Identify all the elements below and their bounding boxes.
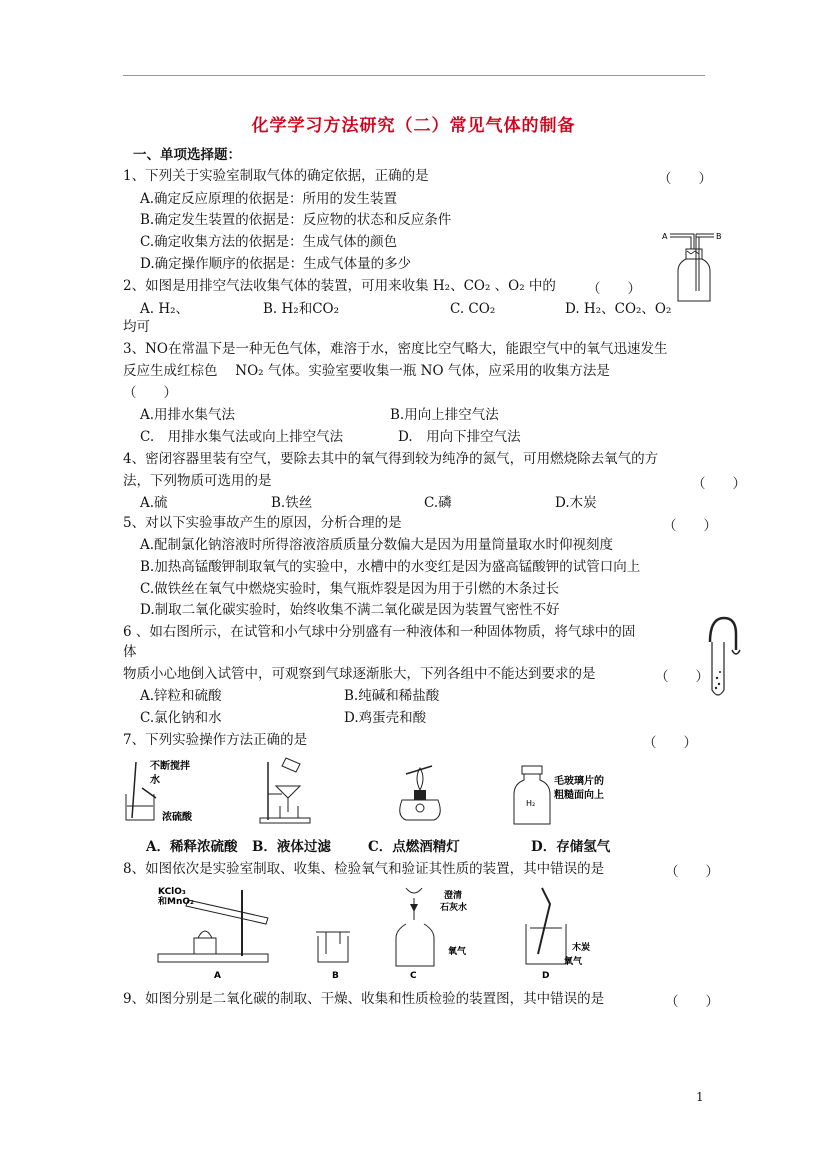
q8-stem: 8、如图依次是实验室制取、收集、检验氧气和验证其性质的装置，其中错误的是 bbox=[123, 861, 605, 877]
q7-option-a: A．稀释浓硫酸 bbox=[146, 839, 238, 855]
q1-option-d: D.确定操作顺序的依据是：生成气体量的多少 bbox=[140, 256, 412, 272]
q7-fig-water-label: 水 bbox=[150, 775, 160, 786]
q8-apparatus-figure bbox=[158, 884, 628, 982]
q7-gas-storage-figure bbox=[512, 766, 622, 828]
q5-option-a: A.配制氯化钠溶液时所得溶液溶质质量分数偏大是因为用量筒量取水时仰视刻度 bbox=[140, 537, 614, 553]
q4-option-d: D.木炭 bbox=[555, 495, 597, 511]
q2-option-a: A. H₂、 bbox=[140, 301, 190, 317]
q2-option-d-cont: 均可 bbox=[123, 319, 150, 335]
q7-stem: 7、下列实验操作方法正确的是 bbox=[123, 732, 308, 748]
q6-option-a: A.锌粒和硫酸 bbox=[140, 688, 222, 704]
q6-option-b: B.纯碱和稀盐酸 bbox=[344, 688, 440, 704]
q7-alcohol-lamp-figure bbox=[392, 756, 452, 826]
q3-line2: 反应生成红棕色 NO₂ 气体。实验室要收集一瓶 NO 气体，应采用的收集方法是 bbox=[123, 363, 610, 379]
q8-fig-label-b: B bbox=[332, 971, 339, 981]
q5-option-d: D.制取二氧化碳实验时，始终收集不满二氧化碳是因为装置气密性不好 bbox=[140, 602, 560, 618]
q6-line3: 物质小心地倒入试管中，可观察到气球逐渐胀大，下列各组中不能达到要求的是 bbox=[123, 666, 596, 682]
q7-fig-stir-label: 不断搅拌 bbox=[150, 761, 190, 772]
q1-stem: 1、下列关于实验室制取气体的确定依据，正确的是 bbox=[123, 168, 429, 184]
q5-option-b: B.加热高锰酸钾制取氧气的实验中，水槽中的水变红是因为盛高锰酸钾的试管口向上 bbox=[140, 559, 641, 575]
q1-option-a: A.确定反应原理的依据是：所用的发生装置 bbox=[140, 191, 398, 207]
q3-option-c: C. 用排水集气法或向上排空气法 bbox=[140, 429, 344, 445]
q7-fig-h2-label: H₂ bbox=[526, 799, 536, 808]
q2-fig-label-a: A bbox=[662, 232, 668, 241]
header-rule bbox=[123, 75, 705, 76]
q8-fig-limewater-label-2: 石灰水 bbox=[440, 903, 468, 913]
q8-fig-label-a: A bbox=[214, 971, 221, 981]
q8-fig-mno2-label: 和MnO₂ bbox=[158, 897, 194, 907]
q7-fig-glass-label-2: 粗糙面向上 bbox=[554, 790, 604, 801]
q7-option-c: C．点燃酒精灯 bbox=[368, 839, 460, 855]
q3-answer-blank: （ ） bbox=[123, 385, 177, 401]
q7-option-d: D．存储氢气 bbox=[531, 839, 611, 855]
q8-fig-oxygen-label: 氧气 bbox=[448, 947, 467, 957]
q7-filtration-figure bbox=[258, 756, 328, 826]
q4-line1: 4、密闭容器里装有空气，要除去其中的氧气得到较为纯净的氮气，可用燃烧除去氧气的方 bbox=[123, 451, 659, 467]
q1-option-c: C.确定收集方法的依据是：生成气体的颜色 bbox=[140, 234, 398, 250]
page-number: 1 bbox=[696, 1090, 704, 1104]
q9-answer-blank: （ ） bbox=[665, 994, 719, 1010]
q6-line1: 6 、如右图所示，在试管和小气球中分别盛有一种液体和一种固体物质，将气球中的固 bbox=[123, 624, 636, 640]
q7-answer-blank: （ ） bbox=[643, 735, 697, 751]
q4-option-a: A.硫 bbox=[140, 495, 168, 511]
section-heading: 一、单项选择题： bbox=[133, 147, 241, 163]
q5-option-c: C.做铁丝在氧气中燃烧实验时，集气瓶炸裂是因为用于引燃的木条过长 bbox=[140, 581, 560, 597]
q4-answer-blank: （ ） bbox=[692, 476, 746, 492]
q8-fig-kclo3-label: KClO₃ bbox=[158, 887, 186, 897]
q2-stem: 2、如图是用排空气法收集气体的装置，可用来收集 H₂、CO₂ 、O₂ 中的 bbox=[123, 278, 556, 294]
q4-option-c: C.磷 bbox=[424, 495, 452, 511]
q8-answer-blank: （ ） bbox=[665, 864, 719, 880]
q6-option-c: C.氯化钠和水 bbox=[140, 710, 222, 726]
q2-fig-label-b: B bbox=[716, 232, 722, 241]
q7-fig-glass-label: 毛玻璃片的 bbox=[554, 776, 604, 787]
q6-line2: 体 bbox=[123, 644, 137, 660]
q7-dilute-acid-figure bbox=[124, 758, 214, 828]
q8-fig-limewater-label-1: 澄清 bbox=[444, 891, 463, 901]
q1-option-b: B.确定发生装置的依据是：反应物的状态和反应条件 bbox=[140, 212, 452, 228]
q2-gas-bottle-figure bbox=[660, 225, 720, 305]
q2-option-b: B. H₂和CO₂ bbox=[263, 301, 339, 317]
q8-fig-label-c: C bbox=[410, 971, 417, 981]
q8-fig-oxygen2-label: 氧气 bbox=[564, 957, 583, 967]
q2-option-c: C. CO₂ bbox=[450, 301, 496, 317]
q6-test-tube-balloon-figure bbox=[704, 612, 744, 702]
q8-fig-label-d: D bbox=[542, 971, 550, 981]
q4-option-b: B.铁丝 bbox=[271, 495, 313, 511]
q6-answer-blank: （ ） bbox=[655, 669, 709, 685]
q6-option-d: D.鸡蛋壳和酸 bbox=[344, 710, 427, 726]
q2-answer-blank: （ ） bbox=[587, 281, 641, 297]
q8-fig-charcoal-label: 木炭 bbox=[572, 943, 591, 953]
q9-stem: 9、如图分别是二氧化碳的制取、干燥、收集和性质检验的装置图，其中错误的是 bbox=[123, 991, 605, 1007]
q5-stem: 5、对以下实验事故产生的原因，分析合理的是 bbox=[123, 515, 402, 531]
q2-option-d: D. H₂、CO₂、O₂ bbox=[565, 301, 672, 317]
page-title: 化学学习方法研究（二）常见气体的制备 bbox=[251, 116, 576, 136]
q7-option-b: B．液体过滤 bbox=[252, 839, 331, 855]
q3-option-d: D. 用向下排空气法 bbox=[398, 429, 521, 445]
q3-option-a: A.用排水集气法 bbox=[140, 407, 236, 423]
q7-fig-acid-label: 浓硫酸 bbox=[162, 812, 192, 823]
q3-option-b: B.用向上排空气法 bbox=[390, 407, 499, 423]
q3-line1: 3、NO在常温下是一种无色气体，难溶于水，密度比空气略大，能跟空气中的氧气迅速发生 bbox=[123, 341, 668, 357]
q5-answer-blank: （ ） bbox=[663, 518, 717, 534]
q1-answer-blank: （ ） bbox=[658, 171, 712, 187]
q4-line2: 法，下列物质可选用的是 bbox=[123, 473, 272, 489]
